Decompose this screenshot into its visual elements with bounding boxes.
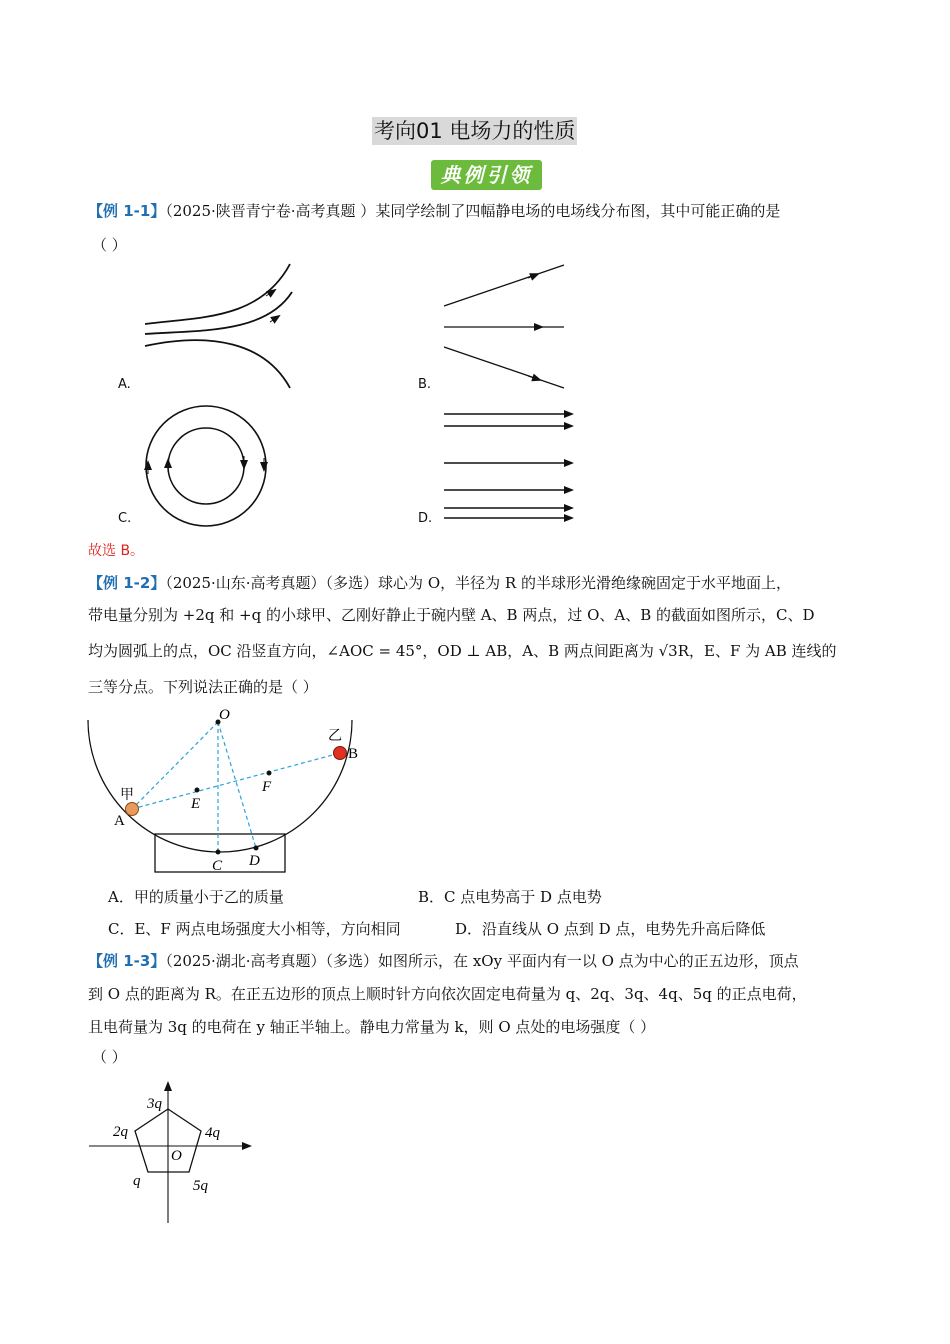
- charge-3q-label: 3q: [147, 1096, 162, 1112]
- example-question-line: 带电量分别为 +2q 和 +q 的小球甲、乙刚好静止于碗内壁 A、B 两点，过 O、A、B 的截面如图所示，C、D: [88, 606, 815, 624]
- point-a-label: A: [114, 813, 125, 829]
- charge-q-label: q: [133, 1173, 141, 1189]
- example-1-3-stem: [88, 950, 878, 972]
- example-1-1-stem: [88, 200, 868, 222]
- field-diagram-b: [440, 262, 570, 394]
- option-c-label: C.: [118, 511, 132, 526]
- point-o-label: O: [219, 707, 230, 723]
- page-title: 考向01 电场力的性质: [374, 119, 576, 143]
- example-tag: 【例 1-2】: [88, 574, 166, 592]
- example-source: （2025·湖北·高考真题）: [165, 952, 326, 970]
- example-question-line: 均为圆弧上的点，OC 沿竖直方向，∠AOC = 45°，OD ⊥ AB，A、B 两点间距离为 √3R，E、F 为 AB 连线的: [88, 642, 837, 660]
- origin-label: O: [171, 1148, 182, 1164]
- example-tag: 【例 1-1】: [88, 202, 166, 220]
- charge-5q-label: 5q: [193, 1178, 208, 1194]
- option-b-label: B.: [418, 377, 432, 392]
- field-diagram-c: [140, 402, 280, 532]
- point-d-label: D: [249, 853, 260, 869]
- example-question-line: （多选）球心为 O，半径为 R 的半球形光滑绝缘碗固定于水平地面上，: [325, 574, 791, 592]
- ball-jia-label: 甲: [120, 788, 134, 803]
- field-diagram-a: [140, 262, 300, 394]
- field-diagram-d: [440, 404, 580, 528]
- example-question-line: 三等分点。下列说法正确的是（ ）: [88, 678, 318, 696]
- point-b-label: B: [348, 746, 359, 762]
- example-source: （2025·陕晋青宁卷·高考真题 ）: [165, 202, 376, 220]
- point-f-label: F: [262, 779, 272, 795]
- option-d: D．沿直线从 O 点到 D 点，电势先升高后降低: [455, 920, 766, 938]
- answer-paren: （ ）: [92, 1048, 127, 1066]
- option-d-label: D.: [418, 511, 433, 526]
- example-tag: 【例 1-3】: [88, 952, 166, 970]
- ball-yi-label: 乙: [328, 729, 342, 744]
- example-question-line: （多选）如图所示，在 xOy 平面内有一以 O 点为中心的正五边形，顶点: [325, 952, 799, 970]
- example-question-line: 到 O 点的距离为 R。在正五边形的顶点上顺时针方向依次固定电荷量为 q、2q、3q、4q、5q 的正点电荷，: [88, 985, 807, 1003]
- option-b: B．C 点电势高于 D 点电势: [418, 888, 602, 906]
- example-1-2-stem: [88, 572, 878, 594]
- bowl-diagram: [80, 700, 380, 878]
- pentagon-diagram: [85, 1075, 260, 1225]
- option-a-label: A.: [118, 377, 131, 392]
- section-badge: 典例引领: [431, 160, 542, 190]
- example-question-line: 且电荷量为 3q 的电荷在 y 轴正半轴上。静电力常量为 k，则 O 点处的电场强度（ ）: [88, 1018, 656, 1036]
- charge-2q-label: 2q: [113, 1124, 128, 1140]
- option-a: A．甲的质量小于乙的质量: [108, 888, 284, 906]
- option-c: C．E、F 两点电场强度大小相等，方向相同: [108, 920, 401, 938]
- answer-text: 故选 B。: [88, 543, 145, 559]
- example-question: 某同学绘制了四幅静电场的电场线分布图，其中可能正确的是: [375, 202, 781, 220]
- charge-4q-label: 4q: [205, 1125, 220, 1141]
- answer-paren: （ ）: [92, 236, 127, 254]
- point-c-label: C: [212, 858, 223, 874]
- point-e-label: E: [191, 796, 201, 812]
- example-source: （2025·山东·高考真题）: [165, 574, 326, 592]
